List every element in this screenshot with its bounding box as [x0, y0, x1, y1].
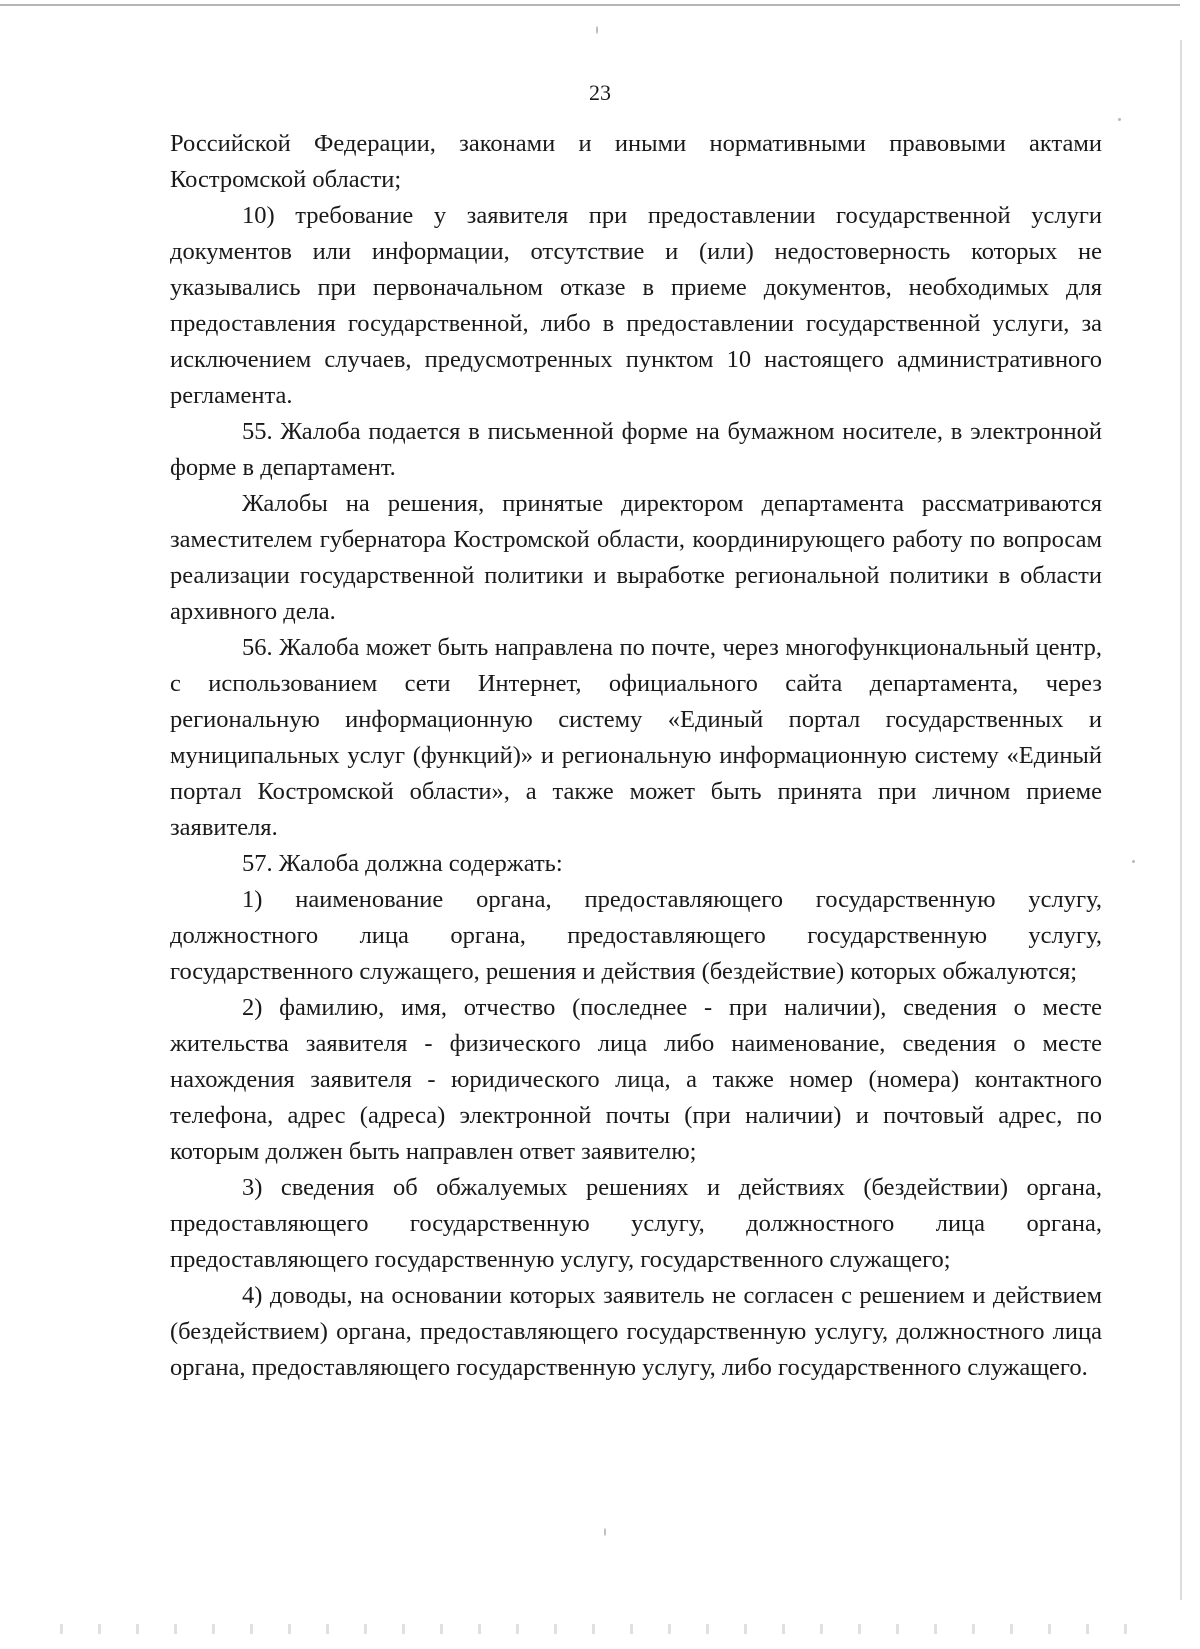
paragraph-item-1: 1) наименование органа, предоставляющего государственную услугу, должностного лица органа, предоставляющего государственную услугу, государственного служащего, решения и действия (бездействие) которых обжалуются;: [170, 886, 1102, 985]
paragraph-item-3: 3) сведения об обжалуемых решениях и действиях (бездействии) органа, предоставляющего государственную услугу, должностного лица органа, предоставляющего государственную услугу, государственного служащего;: [170, 1174, 1102, 1273]
paragraph-clause-55: 55. Жалоба подается в письменной форме на бумажном носителе, в электронной форме в департамент.: [170, 418, 1102, 481]
scan-speck: [604, 1528, 606, 1536]
paragraph-continuation: Российской Федерации, законами и иными нормативными правовыми актами Костромской области;: [170, 130, 1102, 193]
paragraph-item-4: 4) доводы, на основании которых заявитель не согласен с решением и действием (бездействием) органа, предоставляющего государственную услугу, должностного лица органа, предоставляющего государственную услугу, либо государственного служащего.: [170, 1282, 1102, 1381]
paragraph-item-2: 2) фамилию, имя, отчество (последнее - при наличии), сведения о месте жительства заявителя - физического лица либо наименование, сведения о месте нахождения заявителя - юридического лица, а также номер (номера) контактного телефона, адрес (адреса) электронной почты (при наличии) и почтовый адрес, по которым должен быть направлен ответ заявителю;: [170, 994, 1102, 1165]
paragraph-item-10: 10) требование у заявителя при предоставлении государственной услуги документов или информации, отсутствие и (или) недостоверность которых не указывались при первоначальном отказе в приеме документов, необходимых для предоставления государственной, либо в предоставлении государственной услуги, за исключением случаев, предусмотренных пунктом 10 настоящего административного регламента.: [170, 202, 1102, 409]
scan-footer-noise: [60, 1624, 1140, 1634]
scan-speck: [1118, 118, 1121, 121]
scan-edge-right: [1180, 40, 1182, 1600]
page-number: 23: [589, 80, 611, 105]
scan-speck: [596, 26, 598, 34]
paragraph-complaints-review: Жалобы на решения, принятые директором департамента рассматриваются заместителем губернатора Костромской области, координирующего работу по вопросам реализации государственной политики и выработке региональной политики в области архивного дела.: [170, 490, 1102, 625]
scan-speck: [1132, 860, 1135, 863]
paragraph-clause-56: 56. Жалоба может быть направлена по почте, через многофункциональный центр, с использованием сети Интернет, официального сайта департамента, через региональную информационную систему «Единый портал государственных и муниципальных услуг (функций)» и региональную информационную систему «Единый портал Костромской области», а также может быть принята при личном приеме заявителя.: [170, 634, 1102, 841]
paragraph-clause-57: 57. Жалоба должна содержать:: [242, 850, 563, 877]
scan-edge-top: [0, 4, 1180, 6]
document-body: [170, 126, 1102, 1386]
